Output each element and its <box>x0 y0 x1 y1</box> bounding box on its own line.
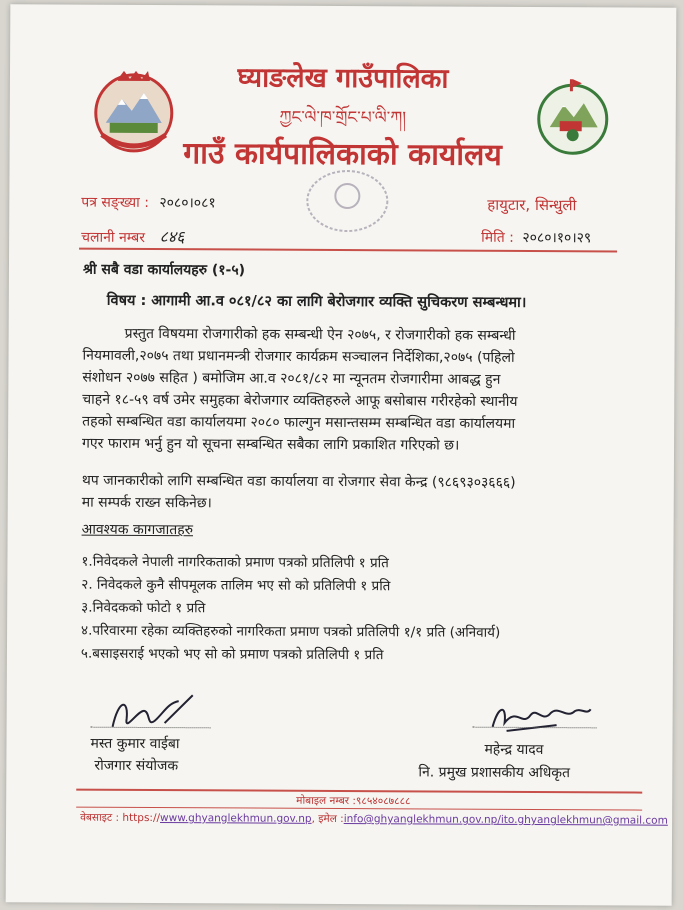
website-link[interactable]: www.ghyanglekhmun.gov.np <box>160 812 312 825</box>
header-divider <box>79 248 617 253</box>
list-item: १.निवेदकले नेपाली नागरिकताको प्रमाण पत्रको प्रतिलिपी १ प्रति <box>81 553 389 572</box>
left-signatory-name: मस्त कुमार वाईबा <box>90 735 180 753</box>
subject-line: विषय : आगामी आ.व ०८१/८२ का लागि बेरोजगार व्यक्ति सुचिकरण सम्बन्धमा। <box>106 292 527 311</box>
left-signatory-title: रोजगार संयोजक <box>94 757 179 775</box>
footer-contacts: वेबसाइट : https://www.ghyanglekhmun.gov.np, इमेल :info@ghyanglekhmun.gov.np/ito.ghyanglekhmun@gmail.com <box>80 811 668 827</box>
letter-page <box>6 4 677 905</box>
office-location: हायुटार, सिन्धुली <box>487 195 577 215</box>
right-signature-icon <box>487 697 597 742</box>
documents-list <box>81 551 642 669</box>
list-item: ३.निवेदकको फोटो १ प्रति <box>81 599 206 617</box>
letter-number: पत्र सङ्ख्या : २०८०।०८१ <box>81 194 216 212</box>
dispatch-number: चलानी नम्बर ८४६ <box>81 227 185 247</box>
recipient-line: श्री सबै वडा कार्यालयहरु (१-५) <box>82 261 246 279</box>
municipality-title: घ्याङलेख गाउँपालिका <box>237 62 449 95</box>
documents-heading: आवश्यक कागजातहरु <box>81 521 194 539</box>
list-item: ४.परिवारमा रहेका व्यक्तिहरुको नागरिकता प्रमाण पत्रको प्रतिलिपी १/१ प्रति (अनिवार्य) <box>81 622 501 641</box>
right-signatory-name: महेन्द्र यादव <box>484 741 544 759</box>
office-stamp-icon <box>301 166 393 236</box>
paragraph-1: प्रस्तुत विषयमा रोजगारीको हक सम्बन्धी ऐन २०७५, र रोजगारीको हक सम्बन्धी नियमावली,२०७५ तथा प्रधानमन्त्री रोजगार कार्यक्रम सञ्चालन निर्देशिका,२०७५ (पहिलो संशोधन २०७७ सहित ) बमोजिम आ.व २०८१/८२ मा न्यूनतम रोजगारीमा आबद्ध हुन चाहने १८-५९ वर्ष उमेर समुहका बेरोजगार व्यक्तिहरुले आफू बसोबास गरीरहेको स्थानीय तहको सम्बन्धित वडा कार्यालयमा २०८० फाल्गुन मसान्तसम्म सम्बन्धित वडा कार्यालयमा गएर फाराम भर्नु हुन यो सूचना सम्बन्धित सबैका लागि प्रकाशित गरिएको छ। <box>82 325 518 454</box>
footer-divider <box>76 789 642 793</box>
list-item: २. निवेदकले कुनै सीपमूलक तालिम भए सो को प्रतिलिपी १ प्रति <box>81 576 391 595</box>
municipality-title-tibetan: ཀྱང་ལེ་ཁ་གྲོང་པ་ལི་ཀ། <box>279 107 407 129</box>
letter-date: मिति : २०८०।१०।२९ <box>481 229 592 247</box>
footer-mobile: मोबाइल नम्बर :९८५४०८७८८८ <box>296 794 411 808</box>
office-title: गाउँ कार्यपालिकाको कार्यालय <box>183 136 502 173</box>
left-signature-icon <box>105 689 205 740</box>
right-signatory-title: नि. प्रमुख प्रशासकीय अधिकृत <box>418 764 571 782</box>
list-item: ५.बसाइसराई भएको भए सो को प्रमाण पत्रको प्रतिलिपी १ प्रति <box>80 645 384 664</box>
email-link[interactable]: info@ghyanglekhmun.gov.np/ito.ghyanglekhmun@gmail.com <box>343 813 668 827</box>
paragraph-2: थप जानकारीको लागि सम्बन्धित वडा कार्यालया वा रोजगार सेवा केन्द्र (९८६९३०३६६६) मा सम्पर्क राख्न सकिनेछ। <box>81 472 516 512</box>
footer-divider-2 <box>76 807 642 811</box>
